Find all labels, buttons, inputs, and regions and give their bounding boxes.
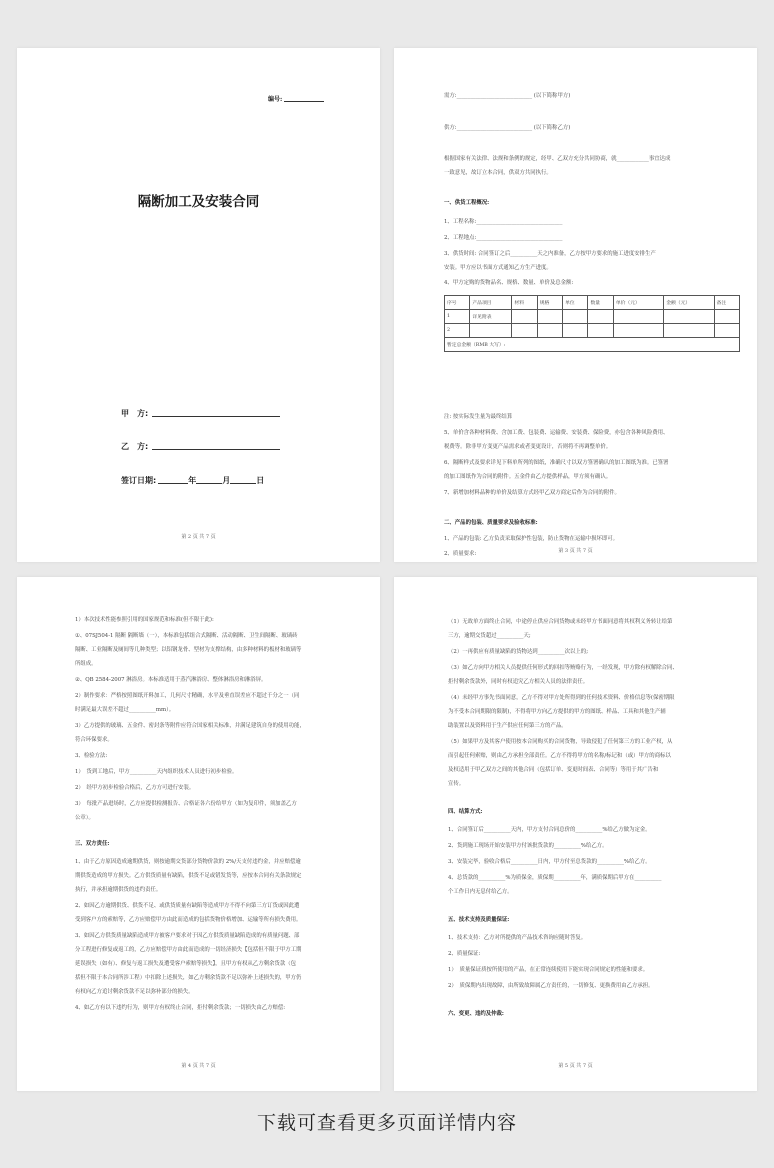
text-line: 2） 质保期内出现故障，由所致故障属乙方责任的，一切修复、更换费用由乙方承担。 bbox=[448, 983, 654, 989]
text-line: 3、安装完毕，验收合格后__________日内，甲方付至总货款的__________%给乙方。 bbox=[448, 859, 651, 865]
table-header-cell: 单价（元） bbox=[613, 296, 663, 310]
text-line: 公章）。 bbox=[75, 815, 94, 821]
table-header-cell: 备注 bbox=[714, 296, 739, 310]
sign-date-row bbox=[121, 475, 264, 486]
text-line: 安装。甲方应以书面方式通知乙方生产进度。 bbox=[444, 265, 552, 271]
text-line: 注: 按实际发生量为最终结算 bbox=[444, 414, 513, 420]
section-heading: 二、产品的包装、质量要求及验收标准: bbox=[444, 520, 538, 526]
party-b-row bbox=[121, 441, 280, 452]
section-heading: 一、供货工程概况: bbox=[444, 200, 490, 206]
text-line: 3、供货时间: 合同签订之后__________天之内准备，乙方按甲方要求的施工进度安排生产 bbox=[444, 251, 656, 257]
table-header-cell: 材料 bbox=[512, 296, 537, 310]
text-line: 期供货造成的甲方损失。乙方供货质量有缺陷，供货不足或错发货等，应按本合同有关条款规定 bbox=[75, 873, 302, 879]
month-label: 月 bbox=[222, 476, 231, 485]
text-line: 拒付剩余货款外，同时有权追究乙方相关人员的法律责任。 bbox=[448, 679, 589, 685]
text-line: 根据国家有关法律、法规和条例的规定，经甲、乙双方充分共同协商，就____________事宜达成 bbox=[444, 156, 671, 162]
text-line: 5、单价含各种材料费、含加工费、包装费、运输费、安装费、保险费，亦包含各种风险费用、 bbox=[444, 430, 669, 436]
section-heading: 五、技术支持及质量保证: bbox=[448, 917, 510, 923]
contract-number-label: 编号: bbox=[268, 96, 283, 103]
table-row bbox=[445, 310, 740, 324]
table-header-cell: 序号 bbox=[445, 296, 470, 310]
page-footer: 第 5 页 共 7 页 bbox=[558, 1063, 593, 1069]
party-a-row bbox=[121, 408, 280, 419]
table-row bbox=[445, 324, 740, 338]
party-a-label: 甲 方: bbox=[121, 409, 149, 418]
year-label: 年 bbox=[188, 476, 197, 485]
text-line: （4）未经甲方事先书面同意，乙方不得对甲方处所得到的任何技术资料、价格信息等(保密期限 bbox=[448, 695, 675, 701]
table-header-cell: 金额（元） bbox=[664, 296, 714, 310]
product-table bbox=[444, 295, 740, 352]
text-line: 隔断、工业隔断及厕间等几种类型；以铝钢龙骨、型材为支撑结构，由多种材料的板材和玻璃等 bbox=[75, 647, 302, 653]
text-line: （2）一再供应有质量缺陷的货物达到__________次以上的; bbox=[448, 649, 589, 655]
table-cell: 2 bbox=[445, 324, 470, 338]
text-line: 延误损失（如有）、修复与返工损失及遭受客户索赔等损失】，且甲方有权从乙方剩余货款（包 bbox=[75, 961, 297, 967]
text-line: 个工作日内无息付给乙方。 bbox=[448, 889, 513, 895]
contract-page-5 bbox=[394, 577, 757, 1091]
text-line: 1、合同签订后__________天内，甲方支付合同总价的__________%给乙方做为定金。 bbox=[448, 827, 651, 833]
text-line: 的加工图纸作为合同的附件。五金件由乙方提供样品，甲方须有确认。 bbox=[444, 474, 612, 480]
page-footer: 第 4 页 共 7 页 bbox=[181, 1063, 216, 1069]
text-line: 受到客户方的索赔等，乙方应赔偿甲方由此而造成的包括货物价格增加、运输等所有损失费用。 bbox=[75, 917, 302, 923]
text-line: ①、07SJ504-1 隔断 隔断墙（一），本标准包括组合式隔断、活动隔断、卫生间隔断、玻璃砖 bbox=[75, 633, 298, 639]
text-line: 1、技术支持：乙方对所提供的产品技术咨询应随时答复。 bbox=[448, 935, 587, 941]
text-line: 时满足最大误差不超过__________mm）。 bbox=[75, 707, 175, 713]
table-cell: 详见附表 bbox=[470, 310, 512, 324]
section-heading: 六、变更、违约及仲裁: bbox=[448, 1011, 504, 1017]
text-line: 1） 货到工地后，甲方__________天内组织技术人员进行初步检验。 bbox=[75, 769, 238, 775]
text-line: 符合环保要求。 bbox=[75, 737, 113, 743]
download-caption: 下载可查看更多页面详情内容 bbox=[256, 1112, 517, 1134]
text-line: 2） 经甲方初步检验合格后，乙方方可进行安装。 bbox=[75, 785, 195, 791]
section-heading: 三、双方责任: bbox=[75, 841, 110, 847]
contract-page-3 bbox=[394, 48, 757, 562]
text-line: 4、甲方定购的货物品名、规格、数量、单价及总金额: bbox=[444, 280, 574, 286]
text-line: 2、质量要求: bbox=[444, 551, 477, 557]
text-line: 1、由于乙方原因造成逾期供货，则按逾期交货部分货物价款的 2%/天支付违约金，并应赔偿逾 bbox=[75, 859, 301, 865]
text-line: ②、QB 2584-2007 淋浴房。本标准适用于蒸汽淋浴房、整体淋浴房和淋浴屏。 bbox=[75, 677, 267, 683]
text-line: 为不受本合同期限的限制)，不得将甲方向乙方提供的甲方的图纸、样品、工具和其他生产辅 bbox=[448, 709, 666, 715]
text-line: 括但不限于本合同所涉工程）中扣除上述损失，如乙方剩余货款不足以弥补上述损失的，甲方仍 bbox=[75, 975, 302, 981]
text-line: 6、隔断样式及要求详见下料单所列的图纸，准确尺寸以双方签署确认的加工图纸为准。已签署 bbox=[444, 460, 669, 466]
table-header-cell: 数量 bbox=[588, 296, 613, 310]
text-line: 需方:____________________________ (以下简称甲方) bbox=[444, 93, 571, 99]
text-line: 助装置以及资料用于生产供应任何第三方的产品。 bbox=[448, 723, 567, 729]
text-line: 2、工程地点:________________________________ bbox=[444, 235, 563, 241]
page-footer: 第 2 页 共 7 页 bbox=[181, 534, 216, 540]
text-line: 2、货到施工现场开始安装甲方付该批货款的__________%给乙方。 bbox=[448, 843, 608, 849]
text-line: （5）如果甲方及其客户使用按本合同购买的合同货物，导致侵犯了任何第三方的工业产权，从 bbox=[448, 739, 673, 745]
table-header-row bbox=[445, 296, 740, 310]
text-line: （1）无故单方面终止合同，中途停止供应合同货物或未经甲方书面同意将其权利义务转让给第 bbox=[448, 619, 673, 625]
text-line: 三方，逾期交货超过__________天; bbox=[448, 633, 531, 639]
text-line: 2）制作要求：严格按照图纸开料加工，几何尺寸精确，水平及垂直误差应不超过千分之一（同 bbox=[75, 693, 300, 699]
party-b-label: 乙 方: bbox=[121, 442, 149, 451]
page-footer: 第 3 页 共 7 页 bbox=[558, 548, 593, 554]
text-line: 1）本次技术性能参照引用的国家规范和标准(但不限于此): bbox=[75, 617, 214, 623]
text-line: 供方:____________________________ (以下简称乙方) bbox=[444, 125, 571, 131]
text-line: 有权向乙方追讨剩余货款不足以弥补部分的损失。 bbox=[75, 989, 194, 995]
text-line: 1、产品的包装: 乙方负责采取保护性包装，防止货物在运输中损坏即可。 bbox=[444, 536, 619, 542]
text-line: 4、总货款的__________%为质保金，质保期__________年，满质保期后甲方在__________ bbox=[448, 875, 662, 881]
text-line: 而引起任何索赔，则由乙方承担全部责任。乙方不得将甲方的名称/标记和（或）甲方的商标以 bbox=[448, 753, 671, 759]
text-line: 及权适用于甲乙双方之间的其他合同（包括订单、变更时间表、合同等）等用于其广告和 bbox=[448, 767, 659, 773]
table-header-cell: 单位 bbox=[563, 296, 588, 310]
table-cell: 1 bbox=[445, 310, 470, 324]
contract-title: 隔断加工及安装合同 bbox=[137, 194, 260, 210]
contract-cover-page bbox=[17, 48, 380, 562]
text-line: 7、新增加材料品种的单价及结算方式经甲乙双方商定后作为合同的附件。 bbox=[444, 490, 620, 496]
text-line: 一致意见，故订立本合同，供双方共同执行。 bbox=[444, 170, 552, 176]
day-label: 日 bbox=[256, 476, 265, 485]
text-line: 3、检验方法: bbox=[75, 753, 108, 759]
text-line: 4、如乙方有以下违约行为，则甲方有权终止合同，拒付剩余货款；一切损失由乙方赔偿: bbox=[75, 1005, 286, 1011]
table-header-cell: 规格 bbox=[537, 296, 562, 310]
text-line: 1） 质量保证质按所使用的产品，在正常连续使用下能实现合同规定的性能和要求。 bbox=[448, 967, 649, 973]
text-line: 3） 每批产品进场时，乙方应提供检测报告、合格证各六份给甲方（如为复印件，须加盖乙方 bbox=[75, 801, 297, 807]
text-line: 2、质量保证: bbox=[448, 951, 481, 957]
table-header-cell: 产品项目 bbox=[470, 296, 512, 310]
text-line: 3）乙方提供的玻璃、五金件、密封条等附件应符合国家相关标准，并满足建筑自身的使用功能， bbox=[75, 723, 305, 729]
contract-number-field bbox=[268, 94, 324, 103]
text-line: 1、工程名称:________________________________ bbox=[444, 219, 563, 225]
text-line: 3、如因乙方供货质量缺陷造成甲方被客户要求对于因乙方供货质量缺陷造成的有质量问题、部 bbox=[75, 933, 300, 939]
text-line: 所组成。 bbox=[75, 661, 97, 667]
text-line: 执行，并承担逾期供货的违约责任。 bbox=[75, 887, 162, 893]
text-line: 2、如因乙方逾期供货、供货不足、或供货质量有缺陷等造成甲方不得不向第三方订货或因此遭 bbox=[75, 903, 300, 909]
text-line: 税费等。除非甲方变更产品需求或者变更设计，否则将不再调整单价。 bbox=[444, 444, 612, 450]
contract-page-4 bbox=[17, 577, 380, 1091]
table-total-cell: 暂定总金额（RMB 大写）: bbox=[445, 338, 740, 352]
text-line: 分工程进行修复或返工的，乙方应赔偿甲方由此而造成的一切经济损失【包括但不限于甲方工期 bbox=[75, 947, 302, 953]
sign-date-label: 签订日期: bbox=[121, 476, 157, 485]
table-total-row bbox=[445, 338, 740, 352]
section-heading: 四、结算方式: bbox=[448, 809, 483, 815]
text-line: 宣传。 bbox=[448, 781, 465, 787]
text-line: （3）如乙方向甲方相关人员提供任何形式的回扣等贿赂行为，一经发现，甲方除有权解除合同、 bbox=[448, 665, 678, 671]
table-cell bbox=[470, 324, 512, 338]
